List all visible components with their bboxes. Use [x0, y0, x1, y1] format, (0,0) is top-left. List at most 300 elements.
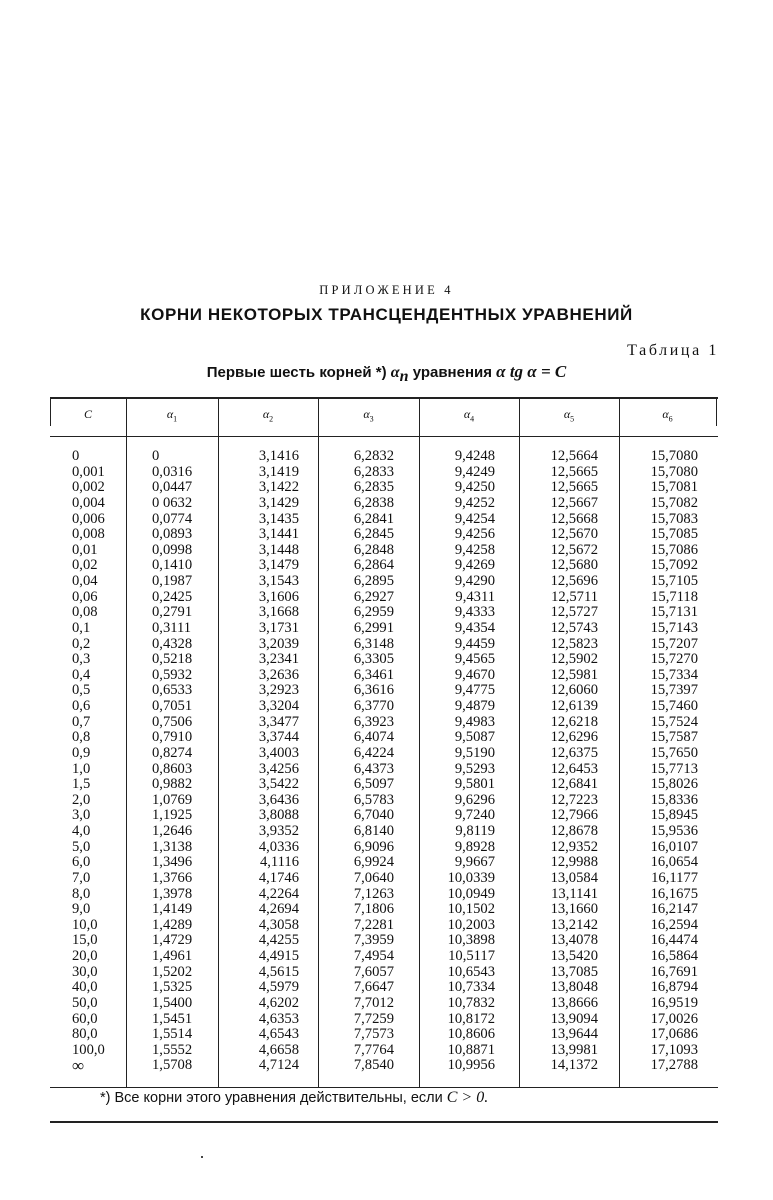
table-cell: 15,7143	[650, 619, 698, 636]
header-cell	[126, 407, 218, 427]
table-cell: 1,1925	[152, 807, 193, 824]
table-cell: 12,5680	[550, 557, 598, 574]
header-subscript: 2	[269, 414, 274, 424]
table-cell: 0	[72, 448, 80, 464]
table-cell: 12,5670	[550, 526, 598, 543]
table-cell: 3,8088	[258, 807, 299, 824]
table-cell: 16,7691	[650, 963, 698, 980]
table-cell: 13,7085	[550, 963, 598, 980]
table-cell: 0 0632	[152, 494, 193, 511]
table-cell: 12,5823	[550, 635, 598, 652]
caption-middle: уравнения	[412, 364, 492, 381]
col-divider	[126, 436, 127, 1087]
table-cell: 10,2003	[447, 916, 495, 933]
table-cell: 6,4074	[353, 729, 394, 746]
table-cell: 9,4565	[454, 651, 495, 668]
table-cell: 0,7910	[152, 729, 193, 746]
table-cell: 3,5422	[258, 776, 299, 793]
table-cell: 1,5	[72, 776, 91, 793]
table-cell: 6,3305	[353, 651, 394, 668]
table-cell: 12,9352	[550, 838, 598, 855]
header-cell	[318, 407, 419, 427]
table-cell: 12,6841	[550, 776, 598, 793]
table-cell: 13,2142	[550, 916, 598, 933]
table-cell: 16,0107	[650, 838, 698, 855]
table-cell: 15,7082	[650, 494, 698, 511]
table-cell: 10,8172	[447, 1010, 495, 1027]
table-cell: 15,7131	[650, 604, 698, 621]
table-cell: 5,0	[72, 838, 91, 855]
table-cell: 1,5552	[152, 1041, 193, 1058]
table-cell: 16,8794	[650, 979, 698, 996]
header-symbol: α	[363, 407, 370, 421]
table-cell: 3,3744	[258, 729, 299, 746]
table-cell: 3,1606	[258, 588, 299, 605]
table-caption	[0, 362, 773, 386]
table-cell: 3,1435	[258, 510, 299, 527]
table-cell: ∞	[72, 1056, 85, 1076]
table-cell: 9,5087	[454, 729, 495, 746]
header-cell	[218, 407, 318, 427]
table-cell: 15,8026	[650, 776, 698, 793]
table-cell: 9,8928	[454, 838, 495, 855]
table-cell: 3,4256	[258, 760, 299, 777]
caption-sub: n	[399, 368, 409, 385]
table-number: Таблица 1	[627, 342, 719, 359]
table-cell: 17,2788	[650, 1057, 698, 1074]
table-cell: 7,0	[72, 869, 91, 886]
table-cell: 10,5117	[448, 948, 495, 964]
table-cell: 9,4459	[454, 635, 495, 652]
table-cell: 9,4290	[454, 573, 495, 589]
table-cell: 1,4961	[152, 948, 193, 964]
table-cell: 20,0	[72, 948, 98, 964]
table-cell: 0,1410	[152, 557, 193, 574]
table-cell: 3,1668	[258, 604, 299, 621]
table-cell: 13,9644	[550, 1026, 598, 1043]
header-cell	[419, 407, 519, 427]
table-cell: 4,4915	[258, 948, 299, 964]
table-cell: 10,0949	[447, 885, 495, 902]
table-cell: 15,7460	[650, 698, 698, 714]
table-cell: 7,1806	[353, 901, 394, 918]
table-cell: 4,6353	[258, 1010, 299, 1027]
table-cell: 0,0893	[152, 526, 193, 543]
table-cell: 7,6647	[353, 979, 394, 996]
table-cell: 0,7	[72, 713, 91, 730]
table-cell: 12,5665	[550, 463, 598, 480]
table-cell: 0,008	[72, 526, 105, 543]
table-cell: 0,004	[72, 494, 105, 511]
table-cell: 6,2991	[353, 619, 394, 636]
table-cell: 10,7832	[447, 994, 495, 1011]
table-cell: 9,4250	[454, 479, 495, 496]
table-cell: 1,5451	[152, 1010, 193, 1027]
table-cell: 15,7397	[650, 682, 698, 699]
table-cell: 16,9519	[650, 994, 698, 1011]
table-cell: 0,0774	[152, 510, 193, 527]
table-column	[619, 449, 698, 1074]
table-cell: 6,2848	[353, 541, 394, 558]
table-cell: 6,8140	[353, 823, 394, 839]
table-cell: 9,4248	[454, 448, 495, 464]
table-cell: 16,2594	[650, 916, 698, 933]
header-symbol: α	[563, 407, 571, 421]
table-cell: 15,9536	[650, 823, 698, 839]
table-cell: 100,0	[72, 1041, 105, 1058]
table-cell: 3,3204	[258, 698, 299, 714]
table-cell: 17,0026	[650, 1010, 698, 1027]
table-cell: 4,0	[72, 823, 91, 839]
table-cell: 7,2281	[353, 916, 394, 933]
table-cell: 6,2838	[353, 494, 394, 511]
table-cell: 9,4269	[454, 557, 495, 574]
table-cell: 0,3	[72, 651, 91, 668]
table-cell: 12,5727	[550, 604, 598, 621]
table-cell: 15,8945	[650, 807, 698, 824]
table-cell: 13,4078	[550, 932, 598, 949]
table-cell: 4,7124	[258, 1057, 299, 1074]
footnote-text: *) Все корни этого уравнения действительны, если	[100, 1090, 443, 1106]
table-cell: 10,9956	[447, 1057, 495, 1074]
table-cell: 16,5864	[650, 948, 698, 964]
table-cell: 1,4149	[152, 901, 193, 918]
header-cell	[519, 407, 619, 427]
table-cell: 10,8871	[447, 1041, 495, 1058]
table-cell: 13,5420	[550, 948, 598, 964]
table-cell: 1,0769	[152, 791, 193, 808]
header-subscript: 1	[173, 414, 178, 424]
table-cell: 14,1372	[550, 1057, 598, 1074]
table-cell: 15,7587	[650, 729, 698, 746]
table-cell: 4,2694	[258, 901, 299, 918]
table-cell: 1,5708	[152, 1057, 193, 1074]
table-cell: 16,2147	[650, 901, 698, 918]
table-cell: 9,4354	[454, 619, 495, 636]
table-cell: 6,2845	[353, 526, 394, 543]
table-cell: 7,3959	[353, 932, 394, 949]
table-cell: 12,5711	[551, 588, 598, 605]
table-cell: 9,0	[72, 901, 91, 918]
table-cell: 13,9094	[550, 1010, 598, 1027]
table-bottom-rule	[50, 1087, 718, 1088]
table-cell: 12,5664	[550, 448, 598, 464]
table-cell: 7,7764	[353, 1041, 394, 1058]
table-cell: 3,2039	[258, 635, 299, 652]
table-cell: 0,001	[72, 463, 105, 480]
table-cell: 6,2841	[353, 510, 394, 527]
table-cell: 4,1746	[258, 869, 299, 886]
table-cell: 0,1987	[152, 573, 193, 589]
table-cell: 6,2895	[353, 573, 394, 589]
table-cell: 0,006	[72, 510, 105, 527]
table-cell: 1,3766	[152, 869, 193, 886]
table-cell: 40,0	[72, 979, 98, 996]
table-cell: 6,3616	[353, 682, 394, 699]
table-cell: 0,3111	[152, 619, 192, 636]
table-cell: 3,4003	[258, 744, 299, 761]
table-cell: 7,7012	[353, 994, 394, 1011]
table-cell: 9,4256	[454, 526, 495, 543]
table-cell: 4,5979	[258, 979, 299, 996]
table-cell: 1,5514	[152, 1026, 193, 1043]
table-cell: 13,0584	[550, 869, 598, 886]
table-cell: 0,8	[72, 729, 91, 746]
table-cell: 13,1141	[551, 885, 598, 902]
table-cell: 16,0654	[650, 854, 698, 871]
table-cell: 6,3770	[353, 698, 394, 714]
table-cell: 6,5783	[353, 791, 394, 808]
table-cell: 0,1	[72, 619, 91, 636]
table-cell: 4,5615	[258, 963, 299, 980]
table-cell: 9,6296	[454, 791, 495, 808]
header-subscript: 4	[470, 414, 475, 424]
table-cell: 0,9	[72, 744, 91, 761]
table-cell: 13,1660	[550, 901, 598, 918]
table-cell: 0,08	[72, 604, 98, 621]
table-cell: 7,8540	[353, 1057, 394, 1074]
table-cell: 4,3058	[258, 916, 299, 933]
table-cell: 15,7118	[651, 588, 698, 605]
table-cell: 3,6436	[258, 791, 299, 808]
table-cell: 6,2959	[353, 604, 394, 621]
table-cell: 3,1731	[258, 619, 299, 636]
table-cell: 1,3138	[152, 838, 193, 855]
table-cell: 12,6139	[550, 698, 598, 714]
table-cell: 0,5218	[152, 651, 193, 668]
table-cell: 7,7573	[353, 1026, 394, 1043]
table-cell: 6,3461	[353, 666, 394, 683]
table-cell: 12,5668	[550, 510, 598, 527]
table-cell: 15,0	[72, 932, 98, 949]
page-title: КОРНИ НЕКОТОРЫХ ТРАНСЦЕНДЕНТНЫХ УРАВНЕНИЙ	[140, 305, 633, 324]
table-cell: 7,6057	[353, 963, 394, 980]
table-cell: 6,9924	[353, 854, 394, 871]
table-column	[519, 449, 598, 1074]
table-cell: 6,2835	[353, 479, 394, 496]
table-cell: 16,4474	[650, 932, 698, 949]
table-cell: 15,7083	[650, 510, 698, 527]
table-cell: 12,5743	[550, 619, 598, 636]
table-cell: 10,6543	[447, 963, 495, 980]
table-column	[318, 449, 394, 1074]
table-cell: 4,2264	[258, 885, 299, 902]
table-cell: 3,2923	[258, 682, 299, 699]
table-cell: 3,1479	[258, 557, 299, 574]
header-subscript: 6	[668, 414, 673, 424]
table-cell: 1,5325	[152, 979, 193, 996]
table-cell: 15,7092	[650, 557, 698, 574]
table-cell: 15,7086	[650, 541, 698, 558]
table-cell: 0,4328	[152, 635, 193, 652]
table-cell: 6,5097	[353, 776, 394, 793]
table-cell: 12,6218	[550, 713, 598, 730]
table-cell: 7,4954	[353, 948, 394, 964]
table-cell: 9,4311	[455, 588, 495, 605]
table-cell: 12,5981	[550, 666, 598, 683]
footnote-condition: C > 0.	[446, 1089, 489, 1106]
header-subscript: 3	[369, 414, 374, 424]
caption-equation: α tg α = C	[496, 362, 567, 381]
table-cell: 0,2425	[152, 588, 193, 605]
table-cell: 6,2833	[353, 463, 394, 480]
table-cell: 12,9988	[550, 854, 598, 871]
table-cell: 1,0	[72, 760, 91, 777]
table-cell: 12,5902	[550, 651, 598, 668]
table-cell: 15,7334	[650, 666, 698, 683]
table-cell: 2,0	[72, 791, 91, 808]
table-cell: 3,0	[72, 807, 91, 824]
table-cell: 15,7650	[650, 744, 698, 761]
table-cell: 60,0	[72, 1010, 98, 1027]
table-cell: 0,4	[72, 666, 91, 683]
col-divider	[716, 399, 717, 426]
table-cell: 10,8606	[447, 1026, 495, 1043]
table-cell: 13,9981	[550, 1041, 598, 1058]
table-cell: 6,3923	[353, 713, 394, 730]
table-cell: 15,7207	[650, 635, 698, 652]
table-cell: 0,5	[72, 682, 91, 699]
table-cell: 12,7223	[550, 791, 598, 808]
table-cell: 1,4289	[152, 916, 193, 933]
table-cell: 1,5202	[152, 963, 193, 980]
table-cell: 3,1416	[258, 448, 299, 464]
table-cell: 0,5932	[152, 666, 193, 683]
table-cell: 1,3978	[152, 885, 193, 902]
table-cell: 6,2864	[353, 557, 394, 574]
table-cell: 12,5665	[550, 479, 598, 496]
table-cell: 9,4670	[454, 666, 495, 683]
table-cell: 10,0	[72, 916, 98, 933]
table-cell: 6,2832	[353, 448, 394, 464]
table-cell: 9,5293	[454, 760, 495, 777]
table-cell: 15,7085	[650, 526, 698, 543]
table-cell: 9,5801	[454, 776, 495, 793]
table-cell: 6,0	[72, 854, 91, 871]
table-cell: 16,1177	[651, 869, 698, 886]
caption-prefix: Первые шесть корней *)	[206, 364, 387, 381]
table-cell: 3,2636	[258, 666, 299, 683]
table-cell: 9,8119	[455, 823, 495, 839]
table-cell: 0,0998	[152, 541, 193, 558]
table-cell: 6,2927	[353, 588, 394, 605]
table-cell: 30,0	[72, 963, 98, 980]
table-cell: 4,6658	[258, 1041, 299, 1058]
table-cell: 12,5667	[550, 494, 598, 511]
table-cell: 9,5190	[454, 744, 495, 761]
table-cell: 12,6375	[550, 744, 598, 761]
header-cell	[50, 407, 126, 427]
table-cell: 3,1419	[258, 463, 299, 480]
table-cell: 13,8666	[550, 994, 598, 1011]
table-cell: 15,7105	[650, 573, 698, 589]
table-column	[152, 449, 212, 1074]
table-cell: 15,7080	[650, 448, 698, 464]
table-cell: 12,6453	[550, 760, 598, 777]
table-cell: 0,6	[72, 698, 91, 714]
caption-alpha: α	[390, 364, 400, 381]
table-cell: 0,02	[72, 557, 98, 574]
page-speck	[201, 1156, 203, 1158]
table-cell: 9,4333	[454, 604, 495, 621]
table-cell: 10,1502	[447, 901, 495, 918]
table-cell: 7,1263	[353, 885, 394, 902]
header-symbol: α	[166, 407, 174, 421]
table-cell: 9,4879	[454, 698, 495, 714]
table-cell: 9,4254	[454, 510, 495, 527]
table-cell: 0,0316	[152, 463, 193, 480]
table-cell: 6,4224	[353, 744, 394, 761]
table-cell: 12,7966	[550, 807, 598, 824]
table-cell: 12,5696	[550, 573, 598, 589]
table-cell: 3,1441	[258, 526, 299, 543]
table-cell: 1,2646	[152, 823, 193, 839]
table-cell: 0,2	[72, 635, 91, 652]
table-cell: 9,4775	[454, 682, 495, 699]
table-cell: 9,4983	[454, 713, 495, 730]
header-symbol: α	[463, 407, 471, 421]
table-cell: 3,1422	[258, 479, 299, 496]
table-cell: 0,04	[72, 573, 98, 589]
table-cell: 15,7524	[650, 713, 698, 730]
header-symbol: α	[262, 407, 270, 421]
table-cell: 4,6202	[258, 994, 299, 1011]
table-cell: 16,1675	[650, 885, 698, 902]
table-cell: 0,7051	[152, 698, 193, 714]
table-cell: 9,7240	[454, 807, 495, 824]
table-cell: 4,4255	[258, 932, 299, 949]
table-column	[218, 449, 299, 1074]
table-cell: 9,4252	[454, 494, 495, 511]
table-cell: 17,1093	[650, 1041, 698, 1058]
table-cell: 17,0686	[650, 1026, 698, 1043]
table-cell: 1,4729	[152, 932, 193, 949]
roots-table	[50, 397, 718, 1123]
table-cell: 6,7040	[353, 807, 394, 824]
table-cell: 1,5400	[152, 994, 193, 1011]
table-cell: 9,4258	[454, 541, 495, 558]
header-rule	[50, 436, 718, 437]
table-cell: 0,8274	[152, 744, 193, 761]
header-symbol: α	[662, 407, 669, 421]
table-column	[419, 449, 495, 1074]
table-cell: 8,0	[72, 885, 91, 902]
table-cell: 3,1448	[258, 541, 299, 558]
table-cell: 13,8048	[550, 979, 598, 996]
header-subscript: 5	[570, 414, 575, 424]
table-cell: 3,9352	[258, 823, 299, 839]
table-cell: 15,7270	[650, 651, 698, 668]
table-column	[72, 449, 122, 1074]
table-cell: 12,6296	[550, 729, 598, 746]
header-symbol: C	[83, 407, 92, 421]
table-cell: 12,5672	[550, 541, 598, 558]
table-cell: 0,9882	[152, 776, 193, 793]
table-cell: 4,0336	[258, 838, 299, 855]
table-cell: 10,7334	[447, 979, 495, 996]
table-cell: 3,1429	[258, 494, 299, 511]
table-cell: 10,3898	[447, 932, 495, 949]
table-cell: 50,0	[72, 994, 98, 1011]
table-cell: 9,9667	[454, 854, 495, 871]
table-cell: 6,3148	[353, 635, 394, 652]
table-cell: 12,8678	[550, 823, 598, 839]
table-cell: 0,01	[72, 541, 98, 558]
table-cell: 10,0339	[447, 869, 495, 886]
table-cell: 15,7713	[650, 760, 698, 777]
table-cell: 7,0640	[353, 869, 394, 886]
table-cell: 3,3477	[258, 713, 299, 730]
